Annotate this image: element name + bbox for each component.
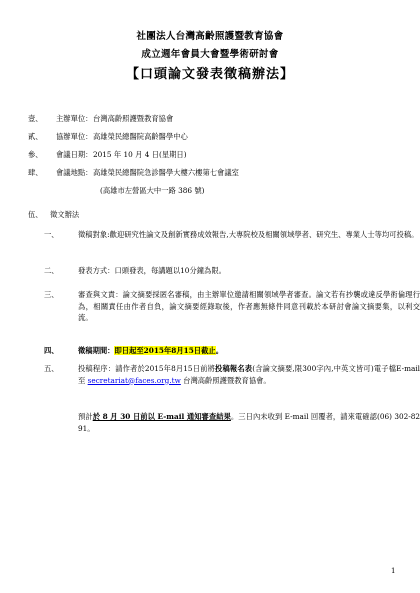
section-value: 2015 年 10 月 4 日(星期日) [93,150,187,159]
item-submission [44,363,420,403]
section-value: 台灣高齡照護暨教育協會 [93,114,174,123]
item-review [44,289,420,337]
section-value: 高雄榮民總醫院高齡醫學中心 [93,132,188,141]
item-number: 一、 [44,230,59,239]
submission-label: 投稿程序： [78,364,116,373]
item-number: 五、 [44,364,59,373]
notification-text-2: 。三日內未收到 E-mail 回覆者，請來電確認(06) 302-8291。 [78,412,420,433]
item-number: 二、 [44,266,59,275]
section-number: 伍、 [28,210,43,219]
section-label: 會議日期： [56,150,93,159]
section-number: 肆、 [28,168,43,177]
notification-text-1: 預計 [78,412,93,421]
header-doc-title: 【口頭論文發表徵稿辦法】 [125,67,294,82]
item-text: 審查與文責：論文摘要採匿名審稿，由主辦單位邀請相關領域學者審查。論文若有抄襲或違反學術倫理行為，相關責任由作者自負，論文摘要經錄取後，作者應無條件同意刊載於本研討會論文摘要集，以利交流。 [78,290,420,322]
section-label: 主辦單位： [56,114,93,123]
section-value: 高雄榮民總醫院急診醫學大樓六樓第七會議室 [93,168,239,177]
section-label: 協辦單位： [56,132,93,141]
item-deadline [44,345,420,357]
item-notification [44,411,420,435]
item-text: 徵稿對象:歡迎研究性論文及創新實務成效報告,大專院校及相關領域學者、研究生、專業人士等均可投稿。 [78,230,419,239]
deadline-highlight: 即日起至2015年8月15日截止 [114,346,216,355]
submission-form-name: 投稿報名表 [215,364,253,373]
header-organization: 社團法人台灣高齡照護暨教育協會 [136,31,284,42]
section-label: 會議地點： [56,168,93,177]
section-number: 壹、 [28,114,43,123]
notification-deadline: 於 8 月 30 日前以 E-mail 通知審查結果 [92,412,231,421]
item-text: 發表方式：口頭發表，每講題以10分鐘為限。 [78,266,226,275]
item-text [78,345,420,357]
deadline-tail: 。 [215,346,223,355]
item-number: 四、 [44,346,59,355]
notification-text [78,411,420,434]
section-number: 參、 [28,150,43,159]
item-text [78,363,420,386]
page-number: 1 [391,567,396,575]
submission-text-1: 請作者於2015年8月15日前將 [115,364,216,373]
submission-text-3: 台灣高齡照護暨教育協會。 [180,375,271,385]
deadline-label: 徵稿期間： [78,346,115,355]
item-format [44,265,420,277]
submission-text-2: (含論文摘要,限300字內,中英文皆可)電子檔E-mail至 [78,364,420,385]
venue-address: (高雄市左營區大中一路 386 號) [100,186,205,195]
section-number: 貳、 [28,132,43,141]
item-eligibility [44,229,420,253]
section-label: 徵文辦法 [50,210,80,219]
submission-email-link[interactable]: secretariat@faces.org.tw [87,375,181,385]
header-event: 成立週年會員大會暨學術研討會 [141,49,279,60]
item-number: 三、 [44,290,59,299]
